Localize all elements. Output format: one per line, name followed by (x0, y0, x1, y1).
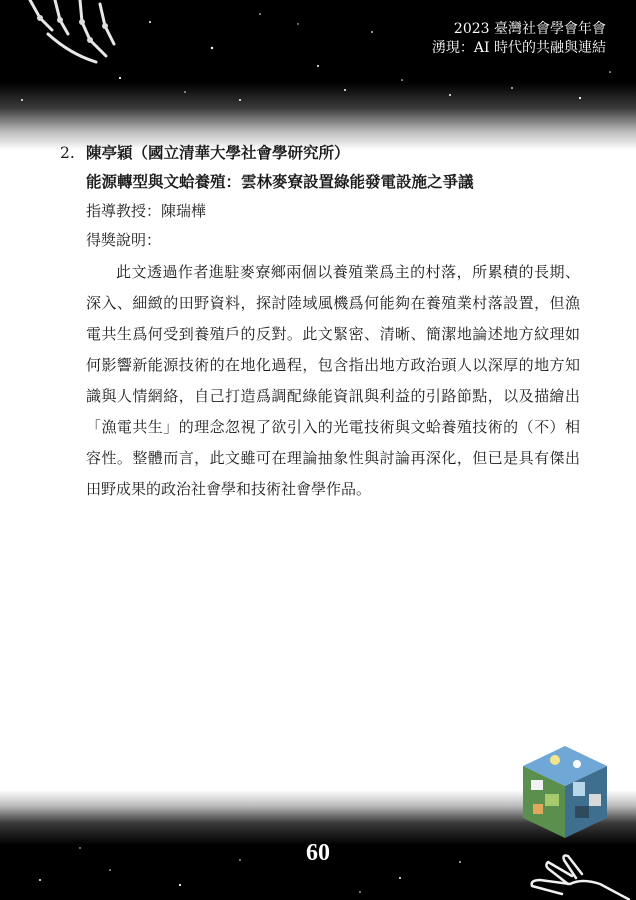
conference-header (432, 20, 606, 58)
entry-author: 陳亭穎（國立清華大學社會學研究所） (86, 143, 350, 162)
entry-author-line (60, 140, 580, 166)
entry-number: 2. (60, 144, 75, 162)
award-label: 得獎說明： (86, 231, 162, 249)
collage-cube-icon (515, 742, 615, 842)
page-number: 60 (306, 840, 330, 866)
entry-advisor: 指導教授：陳瑞樺 (86, 202, 207, 220)
conference-title: 2023 臺灣社會學會年會 (453, 21, 606, 37)
award-entry (60, 140, 580, 505)
award-description: 此文透過作者進駐麥寮鄉兩個以養殖業爲主的村落，所累積的長期、深入、細緻的田野資料，探討陸域風機爲何能夠在養殖業村落設置，但漁電共生爲何受到養殖戶的反對。此文緊密、清晰、簡潔地論述地方紋理如何影響新能源技術的在地化過程，包含指出地方政治頭人以深厚的地方知識與人情網絡，自己打造爲調配綠能資訊與利益的引路節點，以及描繪出「漁電共生」的理念忽視了欲引入的光電技術與文蛤養殖技術的（不）相容性。整體而言，此文雖可在理論抽象性與討論再深化，但已是具有傑出田野成果的政治社會學和技術社會學作品。 (86, 263, 580, 498)
conference-theme: 湧現：AI 時代的共融與連結 (431, 40, 606, 56)
entry-title: 能源轉型與文蛤養殖：雲林麥寮設置綠能發電設施之爭議 (86, 172, 474, 191)
robot-hand-icon (10, 0, 125, 72)
